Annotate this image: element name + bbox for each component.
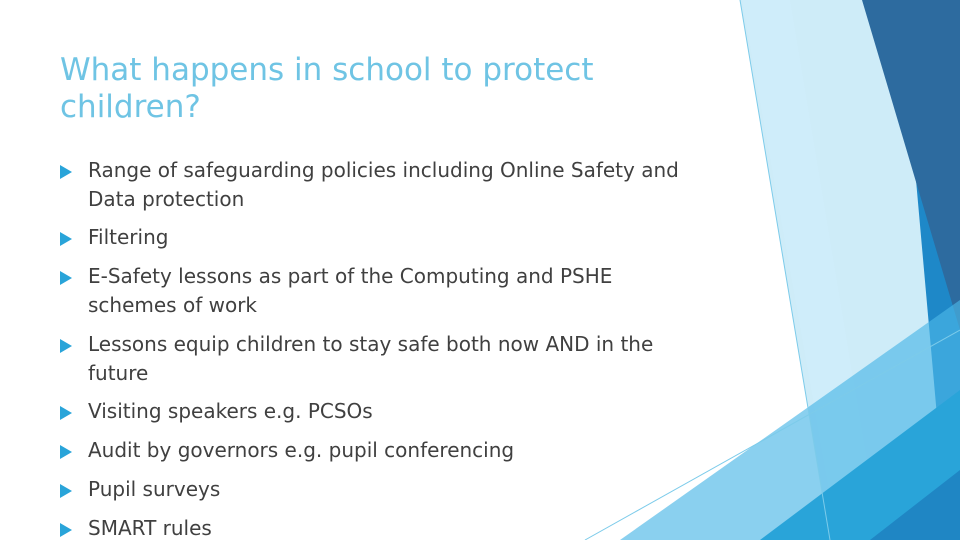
arrow-bullet-icon (60, 445, 72, 459)
bullet-line: E-Safety lessons as part of the Computing and PSHE (88, 264, 613, 288)
arrow-bullet-icon (60, 271, 72, 285)
arrow-bullet-icon (60, 406, 72, 420)
arrow-bullet-icon (60, 232, 72, 246)
bullet-text (88, 514, 728, 540)
bullet-text (88, 475, 728, 504)
slide-title-line-2: children? (60, 89, 201, 125)
bullet-text (88, 436, 728, 465)
bullet-text (88, 330, 728, 388)
arrow-bullet-icon (60, 339, 72, 353)
bullet-line: Data protection (88, 187, 245, 211)
bullet-line: Pupil surveys (88, 477, 221, 501)
bullet-line: Lessons equip children to stay safe both now AND in the (88, 332, 654, 356)
bullet-text (88, 397, 728, 426)
bullet-text (88, 156, 728, 214)
bullet-line: Filtering (88, 225, 169, 249)
bullet-line: SMART rules (88, 516, 212, 540)
bullet-line: Audit by governors e.g. pupil conferencing (88, 438, 515, 462)
bullet-text (88, 262, 728, 320)
slide-title-line-1: What happens in school to protect (60, 52, 594, 88)
bullet-line: future (88, 361, 149, 385)
bullet-line: schemes of work (88, 293, 257, 317)
bullet-text (88, 223, 728, 252)
arrow-bullet-icon (60, 484, 72, 498)
arrow-bullet-icon (60, 165, 72, 179)
slide-title (60, 52, 700, 126)
arrow-bullet-icon (60, 523, 72, 537)
bullet-line: Visiting speakers e.g. PCSOs (88, 399, 373, 423)
bullet-line: Range of safeguarding policies including Online Safety and (88, 158, 679, 182)
